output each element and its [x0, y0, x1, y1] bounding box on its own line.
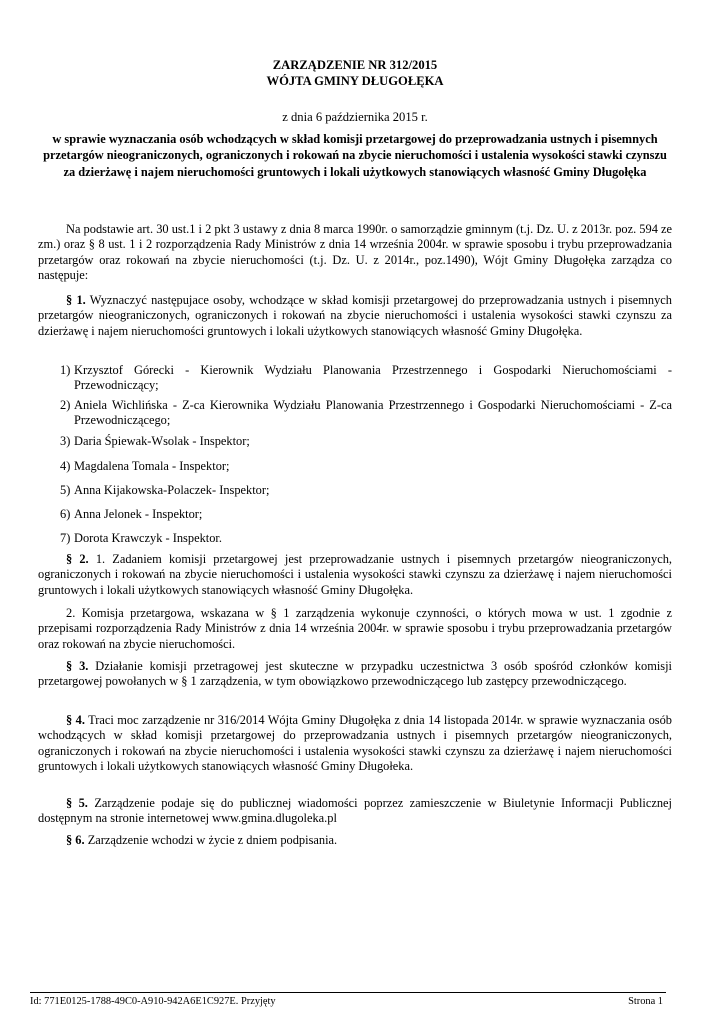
section-3-text: Działanie komisji przetragowej jest skuteczne w przypadku uczestnictwa 3 osób spośród członków komisji przetargowej powołanych w § 1 zarządzenia, w tym obowiązkowo przewodniczącego lub zastępcy przewodniczącego. [38, 659, 672, 689]
document-title [38, 57, 672, 89]
section-4-text: Traci moc zarządzenie nr 316/2014 Wójta Gminy Długołęka z dnia 14 listopada 2014r. w sprawie wyznaczania osób wchodzących w skład komisji przetargowej do przeprowadzania ustnych i pisemnych przetargów nieograniczonych, ograniczonych i rokowań na zbycie nieruchomości i ustalenia wysokości stawki czynszu za dzierżawę i najem nieruchomości gruntowych i lokali użytkowych stanowiących własność Gminy Długołeka. [38, 713, 672, 774]
section-3-label: § 3. [66, 659, 89, 673]
section-2-paragraph-2: 2. Komisja przetargowa, wskazana w § 1 zarządzenia wykonuje czynności, o których mowa w ust. 1 zgodnie z przepisami rozporządzenia Rady Ministrów z dnia 14 września 2004r. w sprawie sposobu i trybu przeprowadzania przetargów oraz rokowań na zbycie nieruchomości. [38, 606, 672, 651]
section-5 [38, 796, 672, 827]
member-text: Daria Śpiewak-Wsolak - Inspektor; [74, 434, 250, 448]
member-text: Aniela Wichlińska - Z-ca Kierownika Wydziału Planowania Przestrzennego i Gospodarki Nieruchomościami - Z-ca Przewodniczącego; [74, 398, 672, 428]
member-item [60, 398, 672, 429]
footer-page-number: Strona 1 [628, 996, 663, 1007]
member-number: 1) [60, 363, 71, 377]
section-4 [38, 713, 672, 775]
member-item [60, 483, 672, 498]
member-number: 7) [60, 531, 71, 545]
member-item [60, 434, 672, 449]
preamble: Na podstawie art. 30 ust.1 i 2 pkt 3 ustawy z dnia 8 marca 1990r. o samorządzie gminnym (t.j. Dz. U. z 2013r. poz. 594 ze zm.) oraz § 8 ust. 1 i 2 rozporządzenia Rady Ministrów z dnia 14 września 2004r. w sprawie sposobu i trybu przeprowadzania przetargów oraz rokowań na zbycie nieruchomości (t.j. Dz. U. z 2014r., poz.1490), Wójt Gminy Długołęka zarządza co następuje: [38, 222, 672, 283]
member-number: 5) [60, 483, 71, 497]
section-6 [38, 833, 672, 848]
section-2 [38, 552, 672, 598]
document-date: z dnia 6 października 2015 r. [282, 110, 428, 124]
member-text: Dorota Krawczyk - Inspektor. [74, 531, 222, 545]
member-item [60, 459, 672, 474]
member-item [60, 363, 672, 394]
section-5-label: § 5. [66, 796, 88, 810]
member-text: Anna Jelonek - Inspektor; [74, 507, 203, 521]
footer-document-id: Id: 771E0125-1788-49C0-A910-942A6E1C927E. Przyjęty [30, 996, 276, 1007]
member-number: 2) [60, 398, 71, 412]
section-6-label: § 6. [66, 833, 85, 847]
title-line-2: WÓJTA GMINY DŁUGOŁĘKA [266, 74, 444, 88]
member-text: Anna Kijakowska-Polaczek- Inspektor; [74, 483, 270, 497]
member-number: 4) [60, 459, 71, 473]
section-1 [38, 293, 672, 339]
section-1-text: Wyznaczyć następujace osoby, wchodzące w skład komisji przetargowej do przeprowadzania ustnych i pisemnych przetargów nieograniczonych, ograniczonych i rokowań na zbycie nieruchomości i ustalenia wysokości stawki czynszu za dzierżawę i najem nieruchomości gruntowych i lokali użytkowych stanowiących własność Gminy Długołęka. [38, 293, 672, 338]
section-6-text: Zarządzenie wchodzi w życie z dniem podpisania. [87, 833, 338, 847]
footer-divider [30, 992, 666, 993]
section-5-text: Zarządzenie podaje się do publicznej wiadomości poprzez zamieszczenie w Biuletynie Informacji Publicznej dostępnym na stronie internetowej www.gmina.dlugoleka.pl [38, 796, 672, 826]
section-2-label: § 2. [66, 552, 89, 566]
section-3 [38, 659, 672, 690]
member-number: 6) [60, 507, 71, 521]
section-2-text: 1. Zadaniem komisji przetargowej jest przeprowadzanie ustnych i pisemnych przetargów nieograniczonych, ograniczonych i rokowań na zbycie nieruchomości i ustalenia wysokości stawki czynszu za dzierżawę i najem nieruchomości gruntowych i lokali użytkowych stanowiących własność Gminy Długołęka. [38, 552, 672, 597]
member-text: Krzysztof Górecki - Kierownik Wydziału Planowania Przestrzennego i Gospodarki Nieruchomościami - Przewodniczący; [74, 363, 672, 393]
document-subject: w sprawie wyznaczania osób wchodzących w skład komisji przetargowej do przeprowadzania ustnych i pisemnych przetargów nieograniczonych, ograniczonych i rokowań na zbycie nieruchomości i ustalenia wysokości stawki czynszu za dzierżawę i najem nieruchomości gruntowych i lokali użytkowych stanowiących własność Gminy Długołęka [43, 132, 667, 179]
member-item [60, 507, 672, 522]
member-number: 3) [60, 434, 71, 448]
member-text: Magdalena Tomala - Inspektor; [74, 459, 230, 473]
section-1-label: § 1. [66, 293, 86, 307]
section-4-label: § 4. [66, 713, 85, 727]
title-line-1: ZARZĄDZENIE NR 312/2015 [272, 58, 438, 72]
member-item [60, 531, 672, 546]
